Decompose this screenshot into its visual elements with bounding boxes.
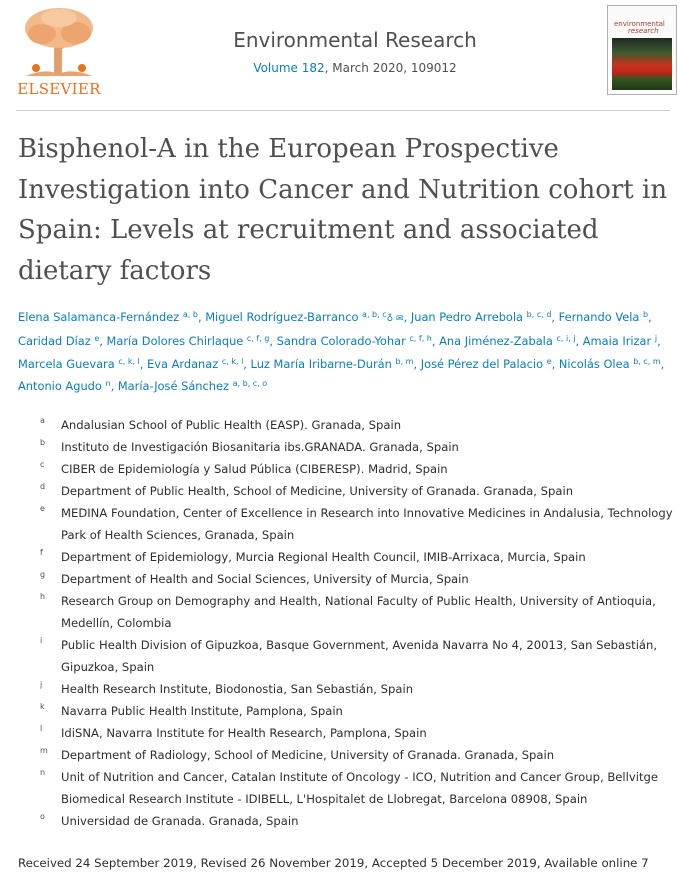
author-affiliation-refs[interactable]: a, b, c, o	[232, 378, 268, 388]
article-history: Received 24 September 2019, Revised 26 November 2019, Accepted 5 December 2019, Available online 7	[18, 856, 649, 870]
affiliation-letter: h	[40, 592, 46, 601]
affiliation-item	[40, 480, 680, 502]
journal-cover[interactable]	[607, 5, 677, 95]
affiliation-text: Unit of Nutrition and Cancer, Catalan Institute of Oncology - ICO, Nutrition and Cancer Group, Bellvitge Biomedical Research Institute - IDIBELL, L'Hospitalet de Llobregat, Barcelona 08908, Spain	[61, 770, 658, 806]
affiliation-letter: o	[40, 812, 45, 821]
author-separator: ,	[657, 334, 661, 349]
author-item[interactable]	[18, 310, 205, 324]
article-header	[0, 0, 686, 110]
affiliation-letter: g	[40, 570, 46, 579]
author-name[interactable]: Juan Pedro Arrebola	[410, 310, 524, 324]
journal-meta	[190, 61, 520, 75]
affiliation-letter: i	[40, 636, 43, 645]
author-item[interactable]	[559, 310, 652, 324]
author-separator: ,	[139, 356, 148, 371]
author-affiliation-refs[interactable]: b	[643, 310, 649, 319]
affiliation-item	[40, 634, 680, 678]
publisher-name: ELSEVIER	[17, 80, 101, 98]
author-separator: ,	[110, 378, 118, 393]
author-separator: ,	[99, 334, 107, 349]
author-name[interactable]: Marcela Guevara	[18, 356, 115, 371]
author-name[interactable]: Miguel Rodríguez-Barranco	[205, 310, 359, 324]
author-affiliation-refs[interactable]: c, k, l	[221, 356, 244, 366]
author-name[interactable]: Nicolás Olea	[558, 356, 630, 371]
author-affiliation-refs[interactable]: a, b, c	[362, 310, 387, 319]
article-title: Bisphenol-A in the European Prospective Investigation into Cancer and Nutrition cohort in Spain: Levels at recruitment and associated dietary factors	[18, 134, 668, 286]
affiliation-letter: d	[40, 482, 46, 491]
affiliation-letter: b	[40, 438, 46, 447]
affiliation-text: Navarra Public Health Institute, Pamplona, Spain	[61, 704, 343, 718]
affiliation-item	[40, 678, 680, 700]
author-separator: ,	[431, 334, 440, 349]
affiliation-letter: l	[40, 724, 43, 733]
author-name[interactable]: María-José Sánchez	[117, 378, 229, 393]
affiliation-text: Instituto de Investigación Biosanitaria ibs.GRANADA. Granada, Spain	[61, 440, 459, 454]
affiliation-letter: n	[40, 768, 46, 777]
author-item[interactable]	[439, 334, 583, 348]
author-item[interactable]	[583, 334, 661, 348]
affiliation-letter: f	[40, 548, 43, 557]
cover-image	[612, 38, 672, 90]
affiliation-text: Universidad de Granada. Granada, Spain	[61, 814, 299, 828]
author-affiliation-refs[interactable]: b, m	[395, 356, 414, 366]
author-name[interactable]: Amaia Irizar	[582, 334, 652, 349]
affiliation-text: Andalusian School of Public Health (EASP). Granada, Spain	[61, 418, 402, 432]
author-separator: ,	[551, 356, 559, 371]
author-affiliation-refs[interactable]: n	[105, 378, 111, 388]
author-item[interactable]	[18, 379, 118, 393]
author-name[interactable]: Fernando Vela	[558, 310, 640, 324]
affiliation-item	[40, 414, 680, 436]
author-separator: ,	[269, 334, 277, 349]
header-divider	[16, 110, 670, 111]
author-item[interactable]	[107, 334, 277, 348]
affiliation-item	[40, 744, 680, 766]
author-affiliation-refs[interactable]: a, b	[182, 310, 198, 319]
affiliation-text: Department of Health and Social Sciences, University of Murcia, Spain	[61, 572, 469, 586]
author-item[interactable]	[205, 310, 411, 324]
author-separator: ,	[660, 356, 665, 371]
affiliation-text: IdiSNA, Navarra Institute for Health Research, Pamplona, Spain	[61, 726, 427, 740]
author-name[interactable]: Luz María Iribarne-Durán	[250, 356, 392, 371]
affiliation-item	[40, 722, 680, 744]
author-separator: ,	[551, 310, 559, 324]
affiliation-letter: m	[40, 746, 48, 755]
author-separator: ,	[648, 310, 652, 324]
author-affiliation-refs[interactable]: c, i, j	[556, 334, 576, 344]
affiliation-item	[40, 766, 680, 810]
affiliation-letter: k	[40, 702, 45, 711]
affiliation-text: CIBER de Epidemiología y Salud Pública (CIBERESP). Madrid, Spain	[61, 462, 448, 476]
author-affiliation-refs[interactable]: c, f, h	[409, 334, 432, 344]
author-item[interactable]	[18, 334, 107, 348]
author-affiliation-refs[interactable]: b, c, m	[633, 356, 661, 366]
author-item[interactable]	[411, 310, 559, 324]
elsevier-tree-icon	[16, 6, 102, 80]
affiliation-text: Health Research Institute, Biodonostia, San Sebastián, Spain	[61, 682, 414, 696]
affiliation-item	[40, 700, 680, 722]
affiliation-item	[40, 502, 680, 546]
affiliation-item	[40, 810, 680, 832]
author-item[interactable]	[118, 379, 267, 393]
author-separator: ,	[413, 356, 421, 371]
affiliation-text: Public Health Division of Gipuzkoa, Basque Government, Avenida Navarra No 4, 20013, San Sebastián, Gipuzkoa, Spain	[61, 638, 658, 674]
elsevier-logo[interactable]	[16, 6, 102, 98]
affiliation-item	[40, 458, 680, 480]
affiliation-text: Department of Public Health, School of Medicine, University of Granada. Granada, Spain	[61, 484, 574, 498]
issue-info: , March 2020, 109012	[324, 61, 457, 75]
author-name[interactable]: Ana Jiménez-Zabala	[439, 334, 553, 349]
journal-title[interactable]: Environmental Research	[233, 28, 477, 52]
author-contact-icons[interactable]: ♁ ✉	[386, 314, 404, 324]
affiliation-text: Department of Radiology, School of Medicine, University of Granada. Granada, Spain	[61, 748, 555, 762]
author-separator: ,	[197, 310, 206, 324]
affiliation-letter: c	[40, 460, 45, 469]
affiliation-list	[40, 414, 680, 832]
author-name[interactable]: José Pérez del Palacio	[420, 356, 544, 371]
author-separator: ,	[243, 356, 251, 371]
volume-link[interactable]: Volume 182	[253, 61, 325, 75]
author-item[interactable]	[421, 357, 559, 371]
cover-title-line1: environmental	[614, 20, 665, 28]
affiliation-item	[40, 546, 680, 568]
author-name[interactable]: Caridad Díaz	[18, 334, 91, 349]
author-affiliation-refs[interactable]: e	[546, 356, 552, 366]
author-name[interactable]: María Dolores Chirlaque	[106, 334, 244, 349]
affiliation-text: Department of Epidemiology, Murcia Regional Health Council, IMIB-Arrixaca, Murcia, Spain	[61, 550, 586, 564]
affiliation-letter: e	[40, 504, 45, 513]
affiliation-text: Research Group on Demography and Health, National Faculty of Public Health, University of Antioquia, Medellín, Colombia	[61, 594, 656, 630]
author-name[interactable]: Elena Salamanca-Fernández	[18, 310, 180, 324]
affiliation-text: MEDINA Foundation, Center of Excellence in Research into Innovative Medicines in Andalusia, Technology Park of Health Sciences, Granada, Spain	[61, 506, 673, 542]
affiliation-letter: a	[40, 416, 45, 425]
affiliation-item	[40, 590, 680, 634]
cover-title-line2: research	[628, 27, 659, 35]
author-item[interactable]	[559, 357, 664, 371]
author-item[interactable]	[277, 334, 439, 348]
author-name[interactable]: Eva Ardanaz	[147, 356, 219, 371]
author-item[interactable]	[251, 357, 421, 371]
author-affiliation-refs[interactable]: j	[654, 334, 658, 344]
affiliation-letter: j	[40, 680, 43, 689]
author-item[interactable]	[18, 357, 147, 371]
author-affiliation-refs[interactable]: b, c, d	[526, 310, 552, 319]
author-separator: ,	[575, 334, 583, 349]
author-item[interactable]	[147, 357, 251, 371]
author-affiliation-refs[interactable]: c, k, l	[118, 356, 140, 366]
author-name[interactable]: Antonio Agudo	[18, 378, 102, 393]
affiliation-item	[40, 436, 680, 458]
author-list	[18, 306, 678, 397]
author-separator: ,	[403, 310, 411, 324]
affiliation-item	[40, 568, 680, 590]
author-affiliation-refs[interactable]: e	[94, 334, 100, 344]
author-name[interactable]: Sandra Colorado-Yohar	[276, 334, 406, 349]
author-affiliation-refs[interactable]: c, f, g	[246, 334, 270, 344]
